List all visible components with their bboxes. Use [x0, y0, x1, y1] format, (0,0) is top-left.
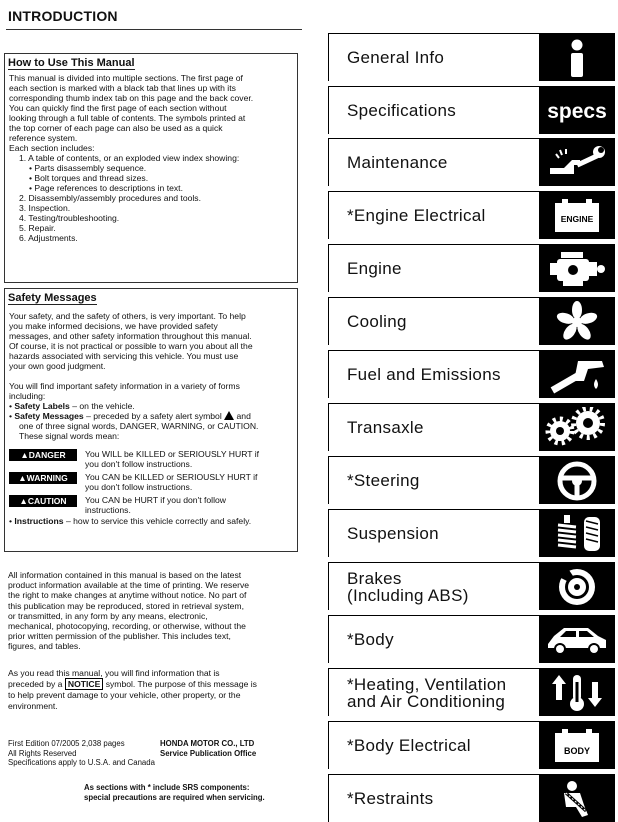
- how-to-line: reference system.: [9, 133, 78, 143]
- section-tab-title: Suspension: [347, 524, 439, 543]
- section-tab[interactable]: [328, 138, 615, 186]
- notice-line: environment.: [8, 700, 58, 711]
- safety-line: Of course, it is not practical or possible to warn you about all the: [9, 341, 253, 351]
- safety-labels-item: • Safety Labels – on the vehicle.: [9, 401, 135, 411]
- how-to-use-box: [4, 53, 298, 283]
- section-tab-label: [347, 563, 545, 610]
- car-body-icon: [539, 616, 615, 663]
- signal-text: you don't follow instructions.: [85, 482, 193, 492]
- specs-icon: [539, 87, 615, 134]
- section-tab[interactable]: [328, 86, 615, 134]
- section-tab-label: [347, 34, 545, 81]
- rights-line: mechanical, photocopying, recording, or otherwise, without the: [8, 621, 246, 632]
- section-tab-title: *Body Electrical: [347, 736, 471, 755]
- section-tab[interactable]: [328, 297, 615, 345]
- suspension-icon: [539, 510, 615, 557]
- engine-icon: [539, 245, 615, 292]
- wrench-hand-icon: [539, 139, 615, 186]
- safety-line: including:: [9, 391, 46, 401]
- section-tab[interactable]: [328, 774, 615, 822]
- battery-engine-icon: [539, 192, 615, 239]
- warning-badge: ▲WARNING: [9, 472, 77, 484]
- section-tab[interactable]: [328, 668, 615, 716]
- gears-icon: [539, 404, 615, 451]
- warning-signal: [5, 472, 297, 492]
- section-tab-title: General Info: [347, 48, 445, 67]
- edition-line: First Edition 07/2005 2,038 pages: [8, 739, 125, 748]
- safety-line: one of three signal words, DANGER, WARNING, or CAUTION.: [19, 421, 259, 431]
- how-to-line: Each section includes:: [9, 143, 95, 153]
- section-tab[interactable]: [328, 33, 615, 81]
- safety-messages-item: • Safety Messages – preceded by a safety alert symbol and: [9, 411, 251, 421]
- section-list-item: 3. Inspection.: [19, 203, 71, 213]
- battery-body-icon: [539, 722, 615, 769]
- section-tab[interactable]: [328, 191, 615, 239]
- notice-symbol: NOTICE: [65, 678, 103, 690]
- signal-text: You CAN be KILLED or SERIOUSLY HURT if: [85, 472, 258, 482]
- edition-info: [8, 739, 155, 768]
- safety-line: Your safety, and the safety of others, is very important. To help: [9, 311, 246, 321]
- section-tab-title: Cooling: [347, 312, 407, 331]
- section-tab-label: [347, 404, 545, 451]
- signal-text: You CAN be HURT if you don't follow: [85, 495, 226, 505]
- specs-region: Specifications apply to U.S.A. and Canada: [8, 758, 155, 767]
- rights-paragraph: [8, 570, 296, 652]
- instructions-item: • Instructions – how to service this vehicle correctly and safely.: [9, 516, 252, 526]
- section-tab-label: [347, 616, 545, 663]
- section-tab[interactable]: [328, 456, 615, 504]
- how-to-line: corresponding thumb index tab on this page and the back cover.: [9, 93, 254, 103]
- signal-text: you don't follow instructions.: [85, 459, 193, 469]
- safety-line: hazards associated with servicing this vehicle. You must use: [9, 351, 239, 361]
- section-list-item: 6. Adjustments.: [19, 233, 78, 243]
- safety-line: you make informed decisions, we have provided safety: [9, 321, 218, 331]
- section-tab-label: [347, 669, 545, 716]
- section-tab-title: Brakes: [347, 568, 402, 588]
- section-tab-label: [347, 245, 545, 292]
- rights-line: the right to make changes at anytime without notice. No part of: [8, 590, 247, 601]
- notice-line: preceded by a NOTICE symbol. The purpose of this message is: [8, 679, 257, 690]
- section-tab-title: *Engine Electrical: [347, 206, 486, 225]
- safety-line: You will find important safety information in a variety of forms: [9, 381, 240, 391]
- rights-line: All information contained in this manual is based on the latest: [8, 570, 242, 580]
- section-tab-title: Specifications: [347, 101, 457, 120]
- fuel-nozzle-icon: [539, 351, 615, 398]
- how-to-line: This manual is divided into multiple sections. The first page of: [9, 73, 243, 83]
- section-tab[interactable]: [328, 721, 615, 769]
- how-to-use-heading: How to Use This Manual: [8, 57, 135, 69]
- section-tab-title: *Body: [347, 630, 394, 649]
- srs-note: [84, 783, 265, 802]
- safety-line: messages, and other safety information throughout this manual.: [9, 331, 252, 341]
- section-tab-title: Engine: [347, 259, 402, 278]
- section-tab-label: [347, 87, 545, 134]
- section-tab-title: *Restraints: [347, 789, 434, 808]
- section-tab-label: [347, 351, 545, 398]
- section-tab-subtitle: (Including ABS): [347, 585, 469, 605]
- section-tab-label: [347, 722, 545, 769]
- section-tab-title: *Heating, Ventilation: [347, 674, 507, 694]
- steering-wheel-icon: [539, 457, 615, 504]
- publisher-info: [160, 739, 256, 758]
- safety-line: These signal words mean:: [19, 431, 120, 441]
- section-tab[interactable]: [328, 350, 615, 398]
- section-tab[interactable]: [328, 509, 615, 557]
- title-rule: [6, 29, 302, 30]
- section-tab-title: Fuel and Emissions: [347, 365, 501, 384]
- publisher-name: HONDA MOTOR CO., LTD: [160, 739, 255, 748]
- signal-text: You WILL be KILLED or SERIOUSLY HURT if: [85, 449, 260, 459]
- notice-line: As you read this manual, you will find information that is: [8, 668, 220, 678]
- section-list-subitem: • Bolt torques and thread sizes.: [29, 173, 149, 183]
- rights-line: product information available at the time of printing. We reserve: [8, 580, 250, 591]
- how-to-line: You can quickly find the first page of each section without: [9, 103, 227, 113]
- page-title: INTRODUCTION: [8, 8, 118, 24]
- safety-heading: Safety Messages: [8, 292, 97, 304]
- section-tab[interactable]: [328, 562, 615, 610]
- section-tab-label: [347, 298, 545, 345]
- srs-note-line: As sections with * include SRS components:: [84, 783, 250, 792]
- body-icon-text: BODY: [563, 745, 591, 756]
- how-to-line: looking through a full table of contents. The symbols printed at: [9, 113, 246, 123]
- signal-text: instructions.: [85, 505, 131, 515]
- section-tab[interactable]: [328, 403, 615, 451]
- fan-icon: [539, 298, 615, 345]
- danger-badge: ▲DANGER: [9, 449, 77, 461]
- info-icon: [539, 34, 615, 81]
- section-tab-title: Transaxle: [347, 418, 424, 437]
- section-list-item: 1. A table of contents, or an exploded view index showing:: [19, 153, 240, 163]
- section-list-subitem: • Parts disassembly sequence.: [29, 163, 147, 173]
- section-tab-title: *Steering: [347, 471, 420, 490]
- how-to-line: the top corner of each page can also be used as a quick: [9, 123, 223, 133]
- section-tab-label: [347, 457, 545, 504]
- section-tab[interactable]: [328, 615, 615, 663]
- how-to-line: each section is marked with a black tab that lines up with its: [9, 83, 236, 93]
- section-tab-title: Maintenance: [347, 153, 448, 172]
- section-tab[interactable]: [328, 244, 615, 292]
- engine-icon-text: ENGINE: [560, 213, 594, 224]
- notice-line: to help prevent damage to your vehicle, other property, or the: [8, 690, 241, 701]
- section-tab-label: [347, 775, 545, 822]
- brake-disc-icon: [539, 563, 615, 610]
- section-list-item: 2. Disassembly/assembly procedures and tools.: [19, 193, 201, 203]
- rights-line: or transmitted, in any form by any means, electronic,: [8, 610, 208, 621]
- specs-icon-text: specs: [547, 99, 607, 123]
- caution-signal: [5, 495, 297, 515]
- section-tab-label: [347, 139, 545, 186]
- rights-reserved: All Rights Reserved: [8, 748, 77, 758]
- section-list-subitem: • Page references to descriptions in text.: [29, 183, 183, 193]
- section-list-item: 4. Testing/troubleshooting.: [19, 213, 120, 223]
- srs-note-line: special precautions are required when servicing.: [84, 792, 265, 802]
- publisher-office: Service Publication Office: [160, 748, 257, 758]
- section-list-item: 5. Repair.: [19, 223, 56, 233]
- danger-signal: [5, 449, 297, 469]
- notice-paragraph: [8, 668, 296, 711]
- rights-line: prior written permission of the publisher. This includes text,: [8, 631, 231, 642]
- rights-line: figures, and tables.: [8, 641, 81, 652]
- seatbelt-icon: [539, 775, 615, 822]
- safety-messages-box: [4, 288, 298, 552]
- section-tab-subtitle: and Air Conditioning: [347, 691, 506, 711]
- caution-badge: ▲CAUTION: [9, 495, 77, 507]
- rights-line: this publication may be reproduced, stored in retrieval system,: [8, 600, 244, 611]
- safety-alert-icon: [224, 411, 234, 420]
- section-tab-label: [347, 510, 545, 557]
- section-tab-label: [347, 192, 545, 239]
- thermometer-icon: [539, 669, 615, 716]
- safety-line: your own good judgment.: [9, 361, 106, 371]
